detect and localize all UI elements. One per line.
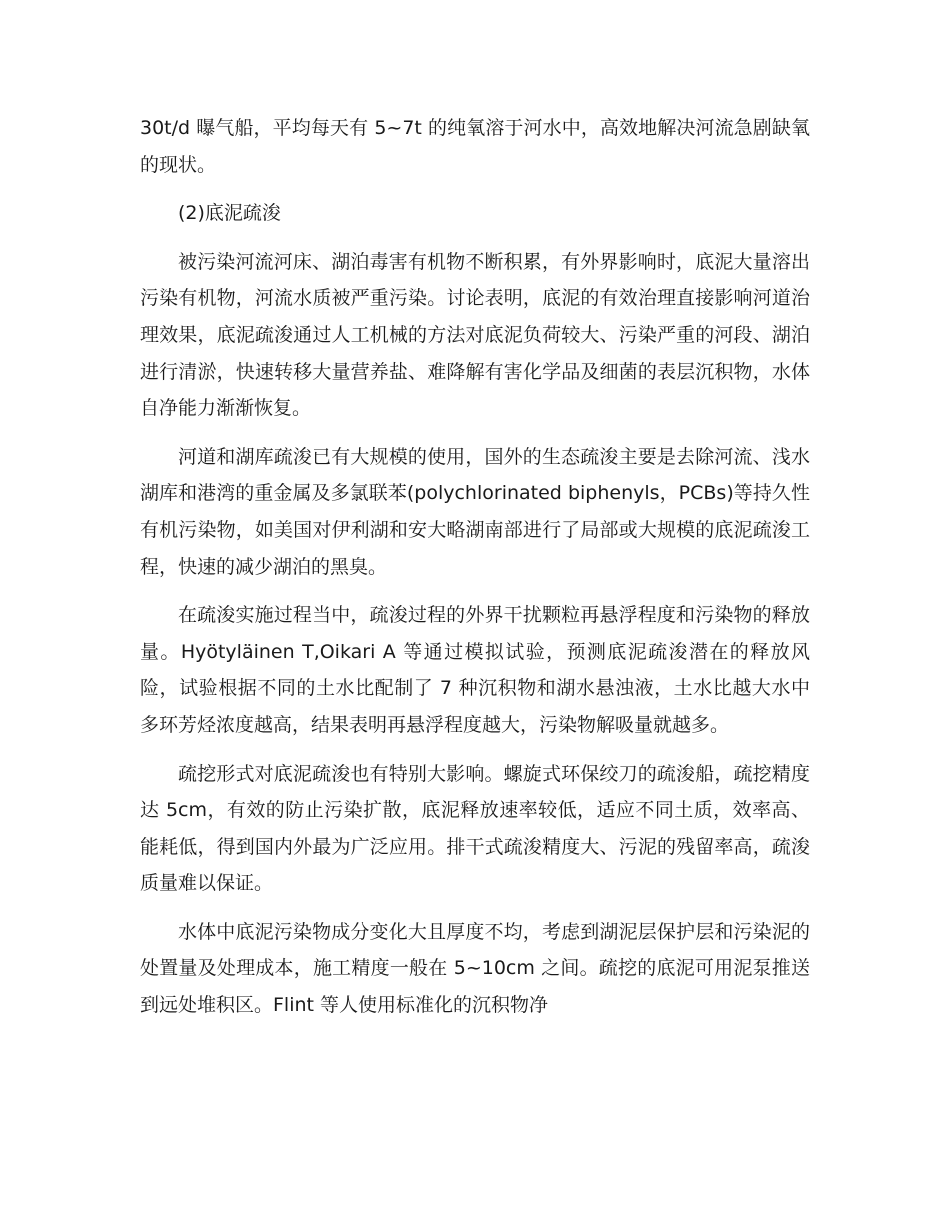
- paragraph-dredging-abroad: 河道和湖库疏浚已有大规模的使用，国外的生态疏浚主要是去除河流、浅水湖库和港湾的重金属及多氯联苯(polychlorinated biphenyls，PCBs)等持久性有机污染物，如美国对伊利湖和安大略湖南部进行了局部或大规模的底泥疏浚工程，快速的减少湖泊的黑臭。: [140, 445, 810, 578]
- section-heading-sediment-dredging: (2)底泥疏浚: [178, 202, 281, 225]
- paragraph-construction-precision: 水体中底泥污染物成分变化大且厚度不均，考虑到湖泥层保护层和污染泥的处置量及处理成本，施工精度一般在 5~10cm 之间。疏挖的底泥可用泥泵推送到远处堆积区。Flint 等人使用标准化的沉积物净: [140, 920, 810, 1017]
- paragraph-sediment-pollution: 被污染河流河床、湖泊毒害有机物不断积累，有外界影响时，底泥大量溶出污染有机物，河流水质被严重污染。讨论表明，底泥的有效治理直接影响河道治理效果，底泥疏浚通过人工机械的方法对底泥负荷较大、污染严重的河段、湖泊进行清淤，快速转移大量营养盐、难降解有害化学品及细菌的表层沉积物，水体自净能力渐渐恢复。: [140, 250, 810, 420]
- paragraph-dredging-methods: 疏挖形式对底泥疏浚也有特别大影响。螺旋式环保绞刀的疏浚船，疏挖精度达 5cm，有效的防止污染扩散，底泥释放速率较低，适应不同土质，效率高、能耗低，得到国内外最为广泛应用。排干式疏浚精度大、污泥的残留率高，疏浚质量难以保证。: [140, 762, 810, 895]
- paragraph-aeration-continuation: 30t/d 曝气船，平均每天有 5~7t 的纯氧溶于河水中，高效地解决河流急剧缺氧的现状。: [140, 117, 810, 176]
- document-page: [140, 110, 810, 1024]
- paragraph-resuspension-experiment: 在疏浚实施过程当中，疏浚过程的外界干扰颗粒再悬浮程度和污染物的释放量。Hyötyläinen T,Oikari A 等通过模拟试验，预测底泥疏浚潜在的释放风险，试验根据不同的土水比配制了 7 种沉积物和湖水悬浊液，土水比越大水中多环芳烃浓度越高，结果表明再悬浮程度越大，污染物解吸量就越多。: [140, 604, 810, 736]
